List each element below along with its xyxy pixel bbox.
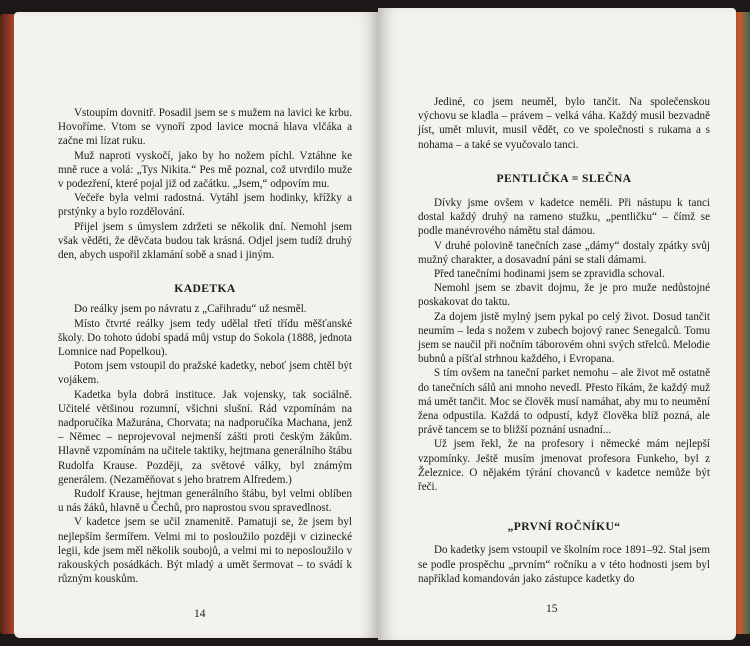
page-number-left: 14 xyxy=(194,608,206,620)
paragraph: V druhé polovině tanečních zase „dámy“ dostaly zpátky svůj mužný charakter, a dosavadní páni se stali dámami. xyxy=(418,239,710,266)
paragraph: Muž naproti vyskočí, jako by ho nožem píchl. Vztáhne ke mně ruce a volá: „Tys Nikita.“ Pes mě poznal, což utvrdilo muže v podezření, které pojal již od začátku. „Jsem,“ odpovím mu. xyxy=(58,149,352,191)
section-heading-kadetka: KADETKA xyxy=(174,282,236,296)
paragraph: Rudolf Krause, hejtman generálního štábu, byl velmi oblíben u nás žáků, hlavně u Čechů, pro naprostou svou spravedlnost. xyxy=(58,488,352,515)
paragraph: Před tanečními hodinami jsem se zpravidla schoval. xyxy=(434,268,665,281)
paragraph: V kadetce jsem se učil znamenitě. Pamatuji se, že jsem byl nejlepším šermířem. Velmi mi to posloužilo později v cizinecké legii, kde jsem měl několik soubojů, a velmi mi to neposloužilo v rakouských posádkách. Být mladý a umět šermovat – to svádí k různým kouskům. xyxy=(58,516,352,586)
paragraph: Potom jsem vstoupil do pražské kadetky, neboť jsem chtěl být vojákem. xyxy=(58,360,352,387)
right-page-text xyxy=(418,95,710,586)
paragraph: Kadetka byla dobrá instituce. Jak vojensky, tak sociálně. Učitelé většinou rozumní, všichni slušní. Rád vzpomínám na nadporučíka Mažurána, Chorvata; na nadporučíka Machana, jenž – Němec – neprojevoval nejmenší zášti proti českým žákům. Hlavně vzpomínám na učitele taktiky, hejtmana generálního štábu Rudolfa Krause. Později, za světové války, byl známým generálem. (Nezaměňovat s jeho bratrem Alfredem.) xyxy=(58,388,352,486)
section-heading-pentlicka: PENTLIČKA = SLEČNA xyxy=(496,171,632,185)
left-page xyxy=(14,12,378,638)
paragraph: Vstoupím dovnitř. Posadil jsem se s mužem na lavici ke krbu. Hovoříme. Vtom se vynoří zpod lavice mocná hlava vlčáka a začne mi lízat ruku. xyxy=(58,107,352,148)
paragraph: Do reálky jsem po návratu z „Cařihradu“ už nesměl. xyxy=(74,303,307,316)
left-page-text xyxy=(58,106,352,587)
paragraph: Do kadetky jsem vstoupil ve školním roce 1891–92. Stal jsem se podle prospěchu „prvním“ ročníku a v této hodnosti jsem byl například komandován jako zástupce kadetky do xyxy=(418,544,710,585)
paragraph: Jediné, co jsem neuměl, bylo tančit. Na společenskou výchovu se kladla – právem – velká váha. Každý musil bezvadně jíst, umět mluvit, musil vědět, co ve společnosti s rukama a s nohama – a také se vyučovalo tanci. xyxy=(418,96,710,151)
paragraph: Už jsem řekl, že na profesory i německé mám nejlepší vzpomínky. Ještě musím jmenovat profesora Funkeho, byl z Železnice. O nějakém týrání chovanců v kadetce nemůže být řeči. xyxy=(418,438,710,494)
paragraph: Večeře byla velmi radostná. Vytáhl jsem hodinky, křížky a prstýnky a bylo rozdělování. xyxy=(58,192,352,219)
section-heading-prvni-rocniku: „PRVNÍ ROČNÍKU“ xyxy=(507,520,621,534)
paragraph: Přijel jsem s úmyslem zdržeti se několik dní. Nemohl jsem však věděti, že děvčata budou tak krásná. Odjel jsem tudíž druhý den, abych uspořil zklamání sobě a snad i jiným. xyxy=(58,220,352,262)
paragraph: Nemohl jsem se zbavit dojmu, že je pro muže nedůstojné poskakovat do taktu. xyxy=(418,282,710,309)
paragraph: Dívky jsme ovšem v kadetce neměli. Při nástupu k tanci dostal každý druhý na rameno stužku, „pentličku“ – čímž se podle manévrového námětu stal dámou. xyxy=(418,197,710,238)
paragraph: Místo čtvrté reálky jsem tedy udělal třetí třídu měšťanské školy. Do tohoto údobí spadá můj vstup do Sokola (1888, jednota Lomnice nad Popelkou). xyxy=(58,317,352,359)
paragraph: S tím ovšem na taneční parket nemohu – ale život mě ostatně do tanečních sálů ani mnoho nevedl. Přesto říkám, že každý muž má umět tančit. Moc se člověk musí namáhat, aby mu to neumění žena odpustila. Každá to odpustí, když člověka blíž pozná, ale právě tancem se to bližší poznání usnadní... xyxy=(418,367,710,437)
right-page xyxy=(378,8,736,640)
paragraph: Za dojem jistě mylný jsem pykal po celý život. Dosud tančit neumím – leda s nožem v zubech bojový ranec Senegalců. Tomu jsem se naučil při nočním táborovém ohni svých střelců. Melodie bubnů a píšťal strhnou každého, i Evropana. xyxy=(418,310,710,366)
page-number-right: 15 xyxy=(546,603,558,615)
